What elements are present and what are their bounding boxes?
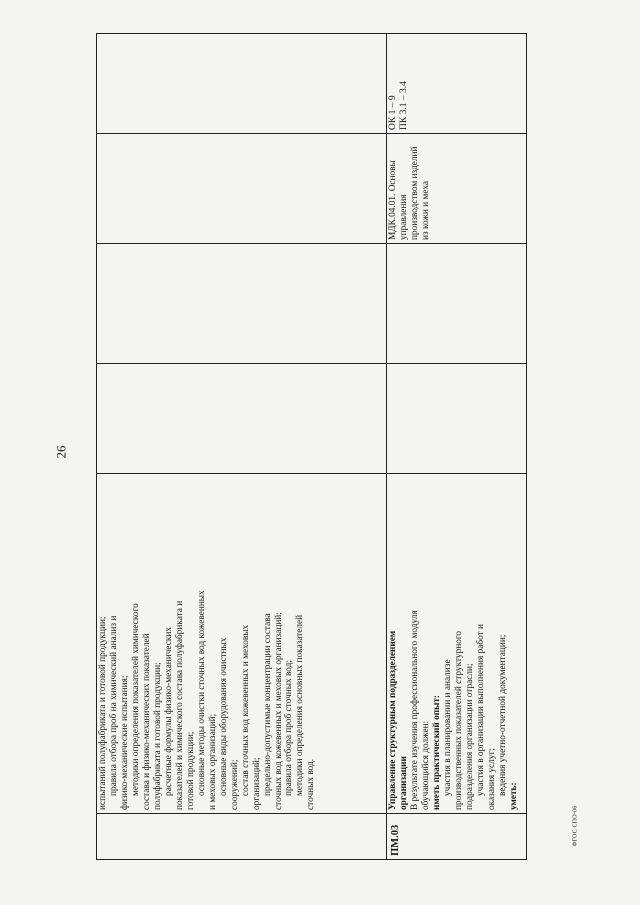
content-line: участия в планировании и анализе bbox=[442, 659, 453, 796]
table-row-pm03 bbox=[387, 34, 527, 860]
content-line: организаций; bbox=[251, 757, 262, 810]
footer-code-text: ФГОС СПО-06 bbox=[572, 805, 578, 847]
module-content-cell bbox=[97, 474, 387, 814]
module-content-lines-pm03 bbox=[388, 477, 520, 810]
content-line: расчетные формулы физико-механических bbox=[163, 627, 174, 796]
cell-line: управления bbox=[398, 194, 409, 240]
module-code-cell bbox=[97, 814, 387, 860]
cell-line: ПК 3.1 – 3.4 bbox=[399, 81, 410, 130]
content-line: сточных вод кожевенных и меховых организаций; bbox=[273, 612, 284, 810]
content-line: правила отбора проб на химический анализ и bbox=[108, 615, 119, 796]
content-line: иметь практический опыт: bbox=[431, 694, 442, 810]
content-line: В результате изучения профессионального модуля bbox=[409, 610, 420, 810]
content-line: предельно-допустимые концентрации состава bbox=[262, 613, 273, 796]
content-line: основные методы очистки сточных вод кожевенных bbox=[196, 590, 207, 796]
competencies-cell bbox=[97, 34, 387, 134]
discipline-cell-pm03 bbox=[387, 134, 527, 244]
content-line: готовой продукции; bbox=[185, 731, 196, 810]
content-line: показателей и химического состава полуфабриката и bbox=[174, 600, 185, 810]
content-line: уметь: bbox=[508, 782, 519, 810]
content-line: основные виды оборудования очистных bbox=[218, 637, 229, 796]
competency-lines bbox=[388, 37, 410, 130]
content-line: организации bbox=[398, 756, 409, 810]
standards-table bbox=[96, 33, 527, 860]
content-line: производственных показателей структурного bbox=[453, 630, 464, 810]
cell-line: из кожи и меха bbox=[420, 181, 431, 240]
content-line: методики определения показателей химического bbox=[130, 603, 141, 796]
module-code-cell-pm03: ПМ.03 bbox=[387, 814, 527, 860]
module-content-cell-pm03 bbox=[387, 474, 527, 814]
cell-line: ОК 1 – 9 bbox=[388, 95, 398, 130]
content-line: сточных вод. bbox=[306, 758, 317, 810]
content-line: оказания услуг; bbox=[486, 748, 497, 810]
module-content-lines bbox=[98, 477, 317, 810]
content-line: состава и физико-механических показателей bbox=[141, 633, 152, 810]
page-number-text: 26 bbox=[53, 445, 68, 459]
footer-code bbox=[565, 786, 585, 866]
content-line: и меховых организаций; bbox=[207, 713, 218, 810]
content-line: состав сточных вод кожевенных и меховых bbox=[240, 624, 251, 796]
content-line: подразделения организации отрасли; bbox=[464, 663, 475, 810]
discipline-lines bbox=[388, 137, 432, 240]
total-hours-cell-pm03 bbox=[387, 364, 527, 474]
content-line: полуфабриката и готовой продукции; bbox=[152, 662, 163, 810]
content-line: сооружений; bbox=[229, 759, 240, 810]
mandatory-hours-cell bbox=[97, 244, 387, 364]
content-line: методики определения основных показателей bbox=[295, 614, 306, 796]
standards-table-frame bbox=[96, 34, 526, 860]
content-line: участия в организации выполнения работ и bbox=[475, 624, 486, 796]
content-line: физико-механические испытания; bbox=[119, 675, 130, 810]
standards-table-rotated bbox=[96, 34, 526, 860]
competencies-cell-pm03 bbox=[387, 34, 527, 134]
content-line: ведения учетно-отчетной документации; bbox=[497, 634, 508, 796]
mandatory-hours-cell-pm03 bbox=[387, 244, 527, 364]
table-row-knowledge bbox=[97, 34, 387, 860]
content-line: Управление структурным подразделением bbox=[388, 630, 398, 810]
content-line: правила отбора проб сточных вод; bbox=[284, 660, 295, 796]
cell-line: МДК.04.01. Основы bbox=[388, 160, 398, 240]
page-number bbox=[46, 434, 76, 470]
total-hours-cell bbox=[97, 364, 387, 474]
cell-line: производством изделий bbox=[409, 146, 420, 240]
discipline-cell bbox=[97, 134, 387, 244]
content-line: обучающийся должен: bbox=[420, 720, 431, 810]
content-line: испытаний полуфабриката и готовой продукции; bbox=[98, 616, 108, 810]
